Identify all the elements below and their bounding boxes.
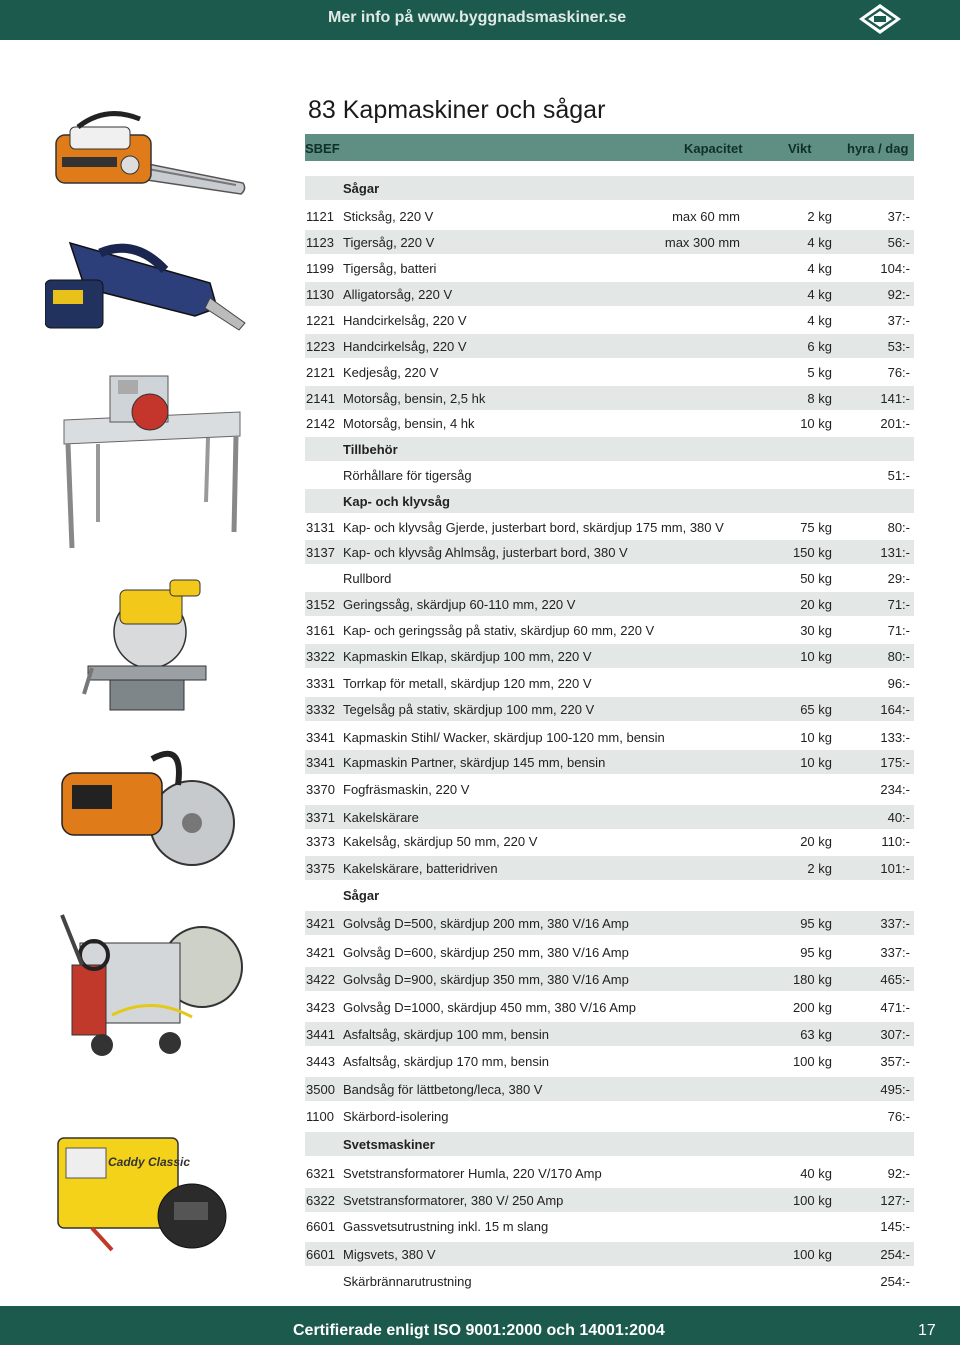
section-heading-row	[305, 883, 914, 907]
item-description: Kap- och klyvsåg Gjerde, justerbart bord, skärdjup 175 mm, 380 V	[343, 520, 724, 535]
welder-image	[52, 1128, 232, 1253]
item-weight: 6 kg	[807, 339, 832, 354]
top-bar	[0, 0, 960, 40]
item-price: 96:-	[887, 676, 910, 691]
table-row	[305, 750, 914, 774]
item-price: 92:-	[887, 287, 910, 302]
table-row	[305, 995, 914, 1019]
table-row	[305, 256, 914, 280]
item-weight: 150 kg	[792, 545, 832, 560]
table-row	[305, 967, 914, 991]
item-description: Kedjesåg, 220 V	[343, 365, 439, 380]
table-row	[305, 725, 914, 749]
table-row	[305, 644, 914, 668]
miter-saw-image	[80, 572, 215, 717]
item-number: 1221	[306, 313, 335, 328]
item-description: Handcirkelsåg, 220 V	[343, 313, 467, 328]
footer-bar	[0, 1306, 960, 1345]
item-number: 3423	[306, 1000, 335, 1015]
item-description: Tigersåg, batteri	[343, 261, 437, 276]
item-price: 53:-	[887, 339, 910, 354]
item-description: Kakelskärare	[343, 810, 419, 825]
table-row	[305, 463, 914, 487]
table-row	[305, 1188, 914, 1212]
item-price: 357:-	[880, 1054, 910, 1069]
item-description: Sågar	[343, 181, 380, 196]
item-description: Torrkap för metall, skärdjup 120 mm, 220 V	[343, 676, 592, 691]
item-price: 29:-	[887, 571, 910, 586]
item-number: 3332	[306, 702, 335, 717]
chainsaw-image	[48, 105, 248, 200]
item-capacity: max 300 mm	[664, 235, 740, 250]
item-price: 101:-	[880, 861, 910, 876]
table-row	[305, 515, 914, 539]
table-row	[305, 1049, 914, 1073]
item-description: Tillbehör	[343, 442, 398, 457]
item-weight: 4 kg	[807, 287, 832, 302]
item-number: 2121	[306, 365, 335, 380]
table-row	[305, 1242, 914, 1266]
item-price: 127:-	[880, 1193, 910, 1208]
item-weight: 4 kg	[807, 235, 832, 250]
item-price: 495:-	[880, 1082, 910, 1097]
table-row	[305, 592, 914, 616]
item-number: 2142	[306, 416, 335, 431]
floor-saw-image	[52, 905, 247, 1060]
item-weight: 65 kg	[800, 702, 832, 717]
section-heading-row	[305, 176, 914, 200]
table-row	[305, 777, 914, 801]
item-number: 1121	[306, 209, 334, 224]
table-row	[305, 1269, 914, 1293]
item-price: 71:-	[887, 623, 910, 638]
item-price: 71:-	[887, 597, 910, 612]
table-row	[305, 540, 914, 564]
item-description: Migsvets, 380 V	[343, 1247, 436, 1262]
table-row	[305, 1161, 914, 1185]
item-price: 201:-	[880, 416, 910, 431]
item-price: 37:-	[887, 209, 910, 224]
table-row	[305, 829, 914, 853]
item-weight: 180 kg	[792, 972, 832, 987]
table-row	[305, 618, 914, 642]
item-price: 175:-	[880, 755, 910, 770]
table-row	[305, 911, 914, 935]
table-row	[305, 805, 914, 829]
item-number: 3322	[306, 649, 335, 664]
table-row	[305, 308, 914, 332]
item-weight: 4 kg	[807, 261, 832, 276]
item-description: Golvsåg D=900, skärdjup 350 mm, 380 V/16 Amp	[343, 972, 629, 987]
item-number: 1123	[306, 235, 334, 250]
item-price: 234:-	[880, 782, 910, 797]
table-row	[305, 856, 914, 880]
item-description: Tigersåg, 220 V	[343, 235, 435, 250]
cut-off-saw-image	[52, 745, 237, 870]
table-row	[305, 697, 914, 721]
item-number: 3131	[306, 520, 335, 535]
item-weight: 30 kg	[800, 623, 832, 638]
item-price: 76:-	[887, 365, 910, 380]
item-weight: 100 kg	[792, 1054, 832, 1069]
item-price: 164:-	[880, 702, 910, 717]
item-number: 1100	[306, 1109, 334, 1124]
item-price: 131:-	[880, 545, 910, 560]
item-weight: 95 kg	[800, 916, 832, 931]
item-description: Tegelsåg på stativ, skärdjup 100 mm, 220 V	[343, 702, 595, 717]
item-capacity: max 60 mm	[672, 209, 740, 224]
item-price: 92:-	[887, 1166, 910, 1181]
item-price: 56:-	[887, 235, 910, 250]
item-weight: 20 kg	[800, 834, 832, 849]
site-link[interactable]: Mer info på www.byggnadsmaskiner.se	[328, 9, 627, 26]
table-row	[305, 671, 914, 695]
item-weight: 2 kg	[807, 209, 832, 224]
item-description: Golvsåg D=1000, skärdjup 450 mm, 380 V/16 Amp	[343, 1000, 637, 1015]
item-number: 1223	[306, 339, 335, 354]
item-number: 3422	[306, 972, 335, 987]
item-description: Kapmaskin Partner, skärdjup 145 mm, bensin	[343, 755, 606, 770]
item-number: 3441	[306, 1027, 335, 1042]
item-description: Kap- och klyvsåg Ahlmsåg, justerbart bord, 380 V	[343, 545, 628, 560]
item-number: 3375	[306, 861, 335, 876]
item-description: Kapmaskin Elkap, skärdjup 100 mm, 220 V	[343, 649, 592, 664]
item-description: Motorsåg, bensin, 4 hk	[343, 416, 475, 431]
item-weight: 8 kg	[807, 391, 832, 406]
item-weight: 10 kg	[800, 730, 832, 745]
item-description: Bandsåg för lättbetong/leca, 380 V	[343, 1082, 543, 1097]
item-number: 1199	[306, 261, 334, 276]
item-weight: 95 kg	[800, 945, 832, 960]
item-description: Asfaltsåg, skärdjup 170 mm, bensin	[343, 1054, 549, 1069]
table-row	[305, 1077, 914, 1101]
item-description: Kap- och geringssåg på stativ, skärdjup 60 mm, 220 V	[343, 623, 655, 638]
item-description: Skärbrännarutrustning	[343, 1274, 472, 1289]
item-price: 104:-	[880, 261, 910, 276]
item-weight: 40 kg	[800, 1166, 832, 1181]
item-description: Svetstransformatorer Humla, 220 V/170 Amp	[343, 1166, 602, 1181]
item-number: 6322	[306, 1193, 335, 1208]
item-number: 6601	[306, 1247, 335, 1262]
item-price: 254:-	[880, 1247, 910, 1262]
table-row	[305, 566, 914, 590]
header-sbef: SBEF	[305, 141, 340, 156]
item-weight: 200 kg	[792, 1000, 832, 1015]
item-description: Alligatorsåg, 220 V	[343, 287, 453, 302]
item-weight: 63 kg	[800, 1027, 832, 1042]
header-kapacitet: Kapacitet	[684, 141, 743, 156]
table-row	[305, 1214, 914, 1238]
item-number: 3421	[306, 916, 335, 931]
item-description: Sågar	[343, 888, 380, 903]
table-header	[305, 134, 914, 161]
item-description: Golvsåg D=500, skärdjup 200 mm, 380 V/16 Amp	[343, 916, 629, 931]
item-weight: 2 kg	[807, 861, 832, 876]
item-price: 51:-	[887, 468, 910, 483]
page-title: 83 Kapmaskiner och sågar	[308, 96, 606, 124]
certification-text: Certifierade enligt ISO 9001:2000 och 14001:2004	[293, 1322, 665, 1339]
item-price: 40:-	[887, 810, 910, 825]
item-number: 3137	[306, 545, 335, 560]
table-row	[305, 940, 914, 964]
table-row	[305, 334, 914, 358]
item-description: Motorsåg, bensin, 2,5 hk	[343, 391, 486, 406]
item-description: Geringssåg, skärdjup 60-110 mm, 220 V	[343, 597, 576, 612]
item-number: 1130	[306, 287, 334, 302]
item-price: 76:-	[887, 1109, 910, 1124]
item-number: 3370	[306, 782, 335, 797]
table-row	[305, 204, 914, 228]
header-vikt: Vikt	[788, 141, 812, 156]
item-weight: 10 kg	[800, 755, 832, 770]
item-description: Kapmaskin Stihl/ Wacker, skärdjup 100-120 mm, bensin	[343, 730, 665, 745]
item-weight: 100 kg	[792, 1193, 832, 1208]
item-description: Rullbord	[343, 571, 392, 586]
item-number: 2141	[306, 391, 335, 406]
item-number: 3500	[306, 1082, 335, 1097]
item-description: Kap- och klyvsåg	[343, 494, 450, 509]
item-number: 6321	[306, 1166, 335, 1181]
svg-text:Caddy Classic: Caddy Classic	[108, 1155, 191, 1169]
item-number: 3421	[306, 945, 335, 960]
item-price: 133:-	[880, 730, 910, 745]
item-weight: 20 kg	[800, 597, 832, 612]
item-price: 80:-	[887, 649, 910, 664]
item-description: Kakelskärare, batteridriven	[343, 861, 498, 876]
item-price: 307:-	[880, 1027, 910, 1042]
item-price: 254:-	[880, 1274, 910, 1289]
item-number: 6601	[306, 1219, 335, 1234]
item-weight: 10 kg	[800, 416, 832, 431]
section-heading-row	[305, 489, 914, 513]
section-heading-row	[305, 437, 914, 461]
item-price: 141:-	[880, 391, 910, 406]
reciprocating-saw-image	[45, 228, 250, 338]
item-weight: 100 kg	[792, 1247, 832, 1262]
item-description: Svetsmaskiner	[343, 1137, 435, 1152]
item-number: 3341	[306, 755, 335, 770]
item-description: Golvsåg D=600, skärdjup 250 mm, 380 V/16 Amp	[343, 945, 629, 960]
table-row	[305, 230, 914, 254]
sbef-diamond-logo-icon	[858, 3, 902, 35]
item-price: 110:-	[881, 834, 910, 849]
table-row	[305, 360, 914, 384]
item-price: 471:-	[880, 1000, 910, 1015]
item-price: 337:-	[880, 916, 910, 931]
page-number: 17	[918, 1322, 936, 1339]
item-price: 37:-	[887, 313, 910, 328]
item-number: 3373	[306, 834, 335, 849]
table-row	[305, 386, 914, 410]
item-description: Skärbord-isolering	[343, 1109, 449, 1124]
item-price: 80:-	[887, 520, 910, 535]
item-weight: 10 kg	[800, 649, 832, 664]
item-description: Gassvetsutrustning inkl. 15 m slang	[343, 1219, 549, 1234]
item-number: 3331	[306, 676, 335, 691]
item-description: Sticksåg, 220 V	[343, 209, 434, 224]
header-hyra: hyra / dag	[847, 141, 909, 156]
item-description: Kakelsåg, skärdjup 50 mm, 220 V	[343, 834, 538, 849]
item-number: 3161	[306, 623, 335, 638]
item-number: 3371	[306, 810, 335, 825]
table-row	[305, 282, 914, 306]
item-number: 3152	[306, 597, 335, 612]
item-weight: 4 kg	[807, 313, 832, 328]
item-price: 337:-	[880, 945, 910, 960]
item-description: Rörhållare för tigersåg	[343, 468, 472, 483]
item-number: 3443	[306, 1054, 335, 1069]
table-saw-image	[58, 372, 246, 550]
table-row	[305, 411, 914, 435]
item-description: Asfaltsåg, skärdjup 100 mm, bensin	[343, 1027, 549, 1042]
section-heading-row	[305, 1132, 914, 1156]
item-weight: 5 kg	[807, 365, 832, 380]
item-description: Fogfräsmaskin, 220 V	[343, 782, 470, 797]
item-number: 3341	[306, 730, 335, 745]
item-weight: 75 kg	[800, 520, 832, 535]
item-price: 145:-	[880, 1219, 910, 1234]
item-weight: 50 kg	[800, 571, 832, 586]
item-description: Svetstransformatorer, 380 V/ 250 Amp	[343, 1193, 564, 1208]
table-row	[305, 1104, 914, 1128]
item-description: Handcirkelsåg, 220 V	[343, 339, 467, 354]
table-row	[305, 1022, 914, 1046]
item-price: 465:-	[880, 972, 910, 987]
